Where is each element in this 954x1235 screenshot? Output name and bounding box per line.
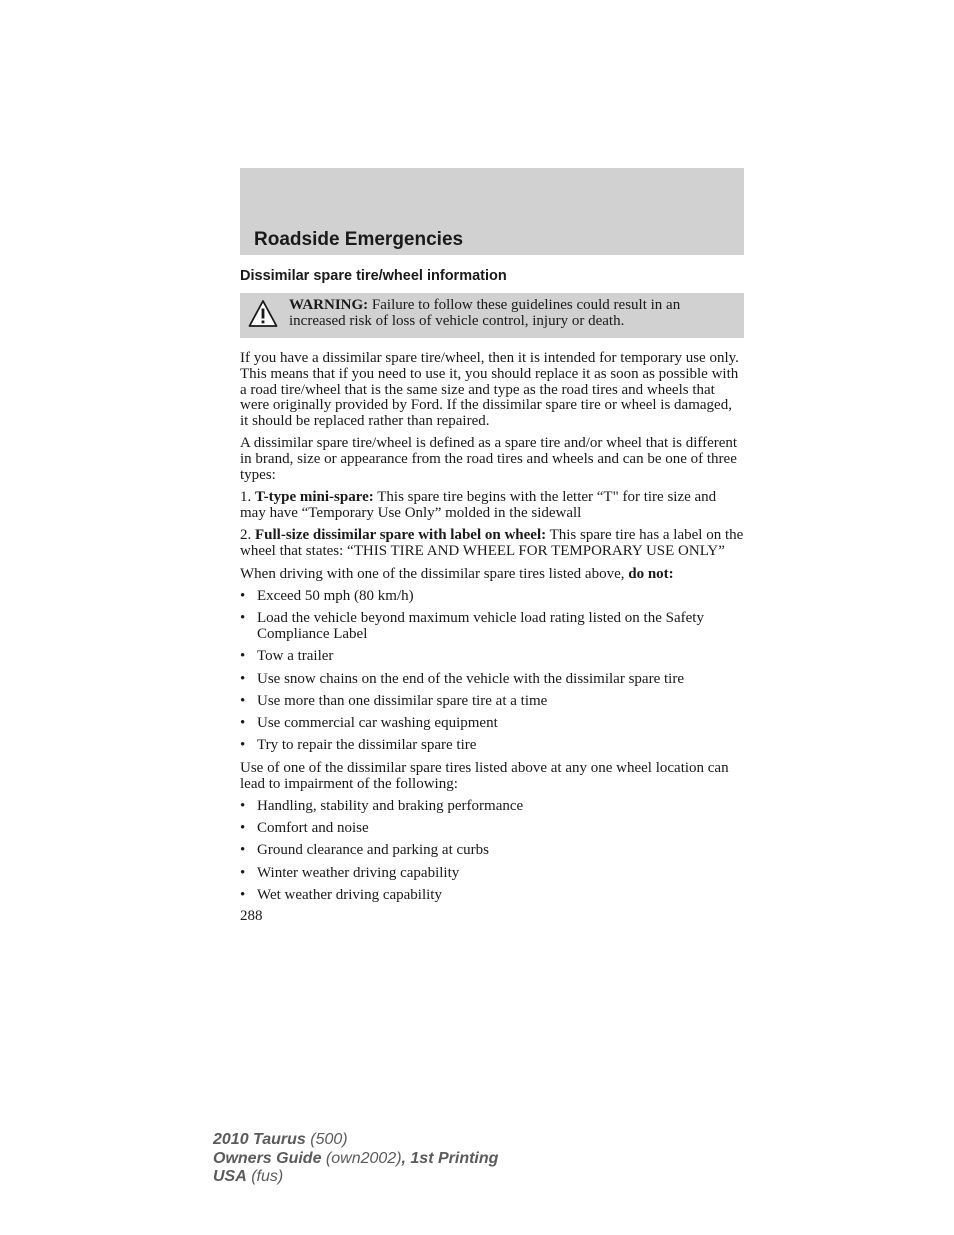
footer-guide-code: (own2002) — [321, 1149, 402, 1167]
do-not-label: do not: — [628, 565, 674, 582]
type-1-text: This spare tire begins with the letter “T" for tire size and may have “Temporary Use Only” molded in the sidewall — [240, 489, 717, 522]
definition-paragraph: A dissimilar spare tire/wheel is defined as a spare tire and/or wheel that is different in brand, size or appearance from the road tires and wheels and can be one of three types: — [240, 435, 738, 484]
list-item — [240, 866, 744, 882]
warning-text — [289, 297, 737, 329]
footer — [213, 1131, 498, 1187]
type-2-label: Full-size dissimilar spare with label on wheel: — [255, 527, 547, 544]
list-item-text: Exceed 50 mph (80 km/h) — [257, 587, 414, 604]
list-item-text: Try to repair the dissimilar spare tire — [257, 737, 477, 754]
footer-market: USA — [213, 1168, 247, 1185]
bullet-icon: • — [240, 715, 246, 732]
list-item — [240, 716, 744, 732]
list-item-text: Load the vehicle beyond maximum vehicle load rating listed on the Safety Compliance Label — [257, 610, 704, 642]
footer-market-code: (fus) — [246, 1168, 284, 1185]
bullet-icon: • — [240, 820, 246, 837]
warning-message: Failure to follow these guidelines could result in an increased risk of loss of vehicle control, injury or death. — [289, 297, 681, 329]
warning-box — [240, 293, 744, 338]
list-item-text: Wet weather driving capability — [257, 887, 442, 904]
bullet-icon: • — [240, 797, 246, 814]
bullet-icon: • — [240, 610, 246, 627]
list-item-text: Use more than one dissimilar spare tire at a time — [257, 692, 548, 709]
bullet-icon: • — [240, 737, 246, 754]
list-item-text: Use commercial car washing equipment — [257, 715, 498, 732]
type-1-number: 1. — [240, 489, 255, 506]
subheading: Dissimilar spare tire/wheel information — [240, 268, 507, 284]
list-item-text: Winter weather driving capability — [257, 864, 460, 881]
list-item — [240, 738, 744, 754]
bullet-icon: • — [240, 648, 246, 665]
list-item — [240, 843, 744, 859]
list-item-text: Comfort and noise — [257, 820, 369, 837]
section-header — [240, 168, 744, 255]
do-not-list — [240, 589, 744, 754]
warning-label: WARNING: — [289, 297, 369, 313]
bullet-icon: • — [240, 670, 246, 687]
type-2-number: 2. — [240, 527, 255, 544]
list-item-text: Ground clearance and parking at curbs — [257, 842, 489, 859]
body-text — [240, 351, 744, 925]
type-2-text: This spare tire has a label on the wheel that states: “THIS TIRE AND WHEEL FOR TEMPORARY USE ONLY” — [240, 527, 744, 560]
type-1-label: T-type mini-spare: — [255, 489, 374, 506]
bullet-icon: • — [240, 864, 246, 881]
list-item — [240, 799, 744, 815]
type-1-paragraph — [240, 490, 744, 522]
footer-printing: , 1st Printing — [401, 1149, 499, 1167]
impairment-list — [240, 799, 744, 904]
do-not-paragraph — [240, 567, 744, 583]
list-item — [240, 694, 744, 710]
impairment-paragraph: Use of one of the dissimilar spare tires listed above at any one wheel location can lead to impairment of the following: — [240, 759, 729, 792]
list-item — [240, 888, 744, 904]
footer-guide: Owners Guide — [213, 1149, 322, 1167]
footer-line-3 — [213, 1168, 498, 1187]
warning-triangle-icon — [248, 299, 278, 329]
footer-line-1 — [213, 1131, 498, 1150]
list-item — [240, 672, 744, 688]
do-not-intro: When driving with one of the dissimilar spare tires listed above, — [240, 565, 629, 582]
list-item-text: Use snow chains on the end of the vehicle with the dissimilar spare tire — [257, 670, 684, 687]
intro-paragraph: If you have a dissimilar spare tire/wheel, then it is intended for temporary use only. This means that if you need to use it, you should replace it as soon as possible with a road tire/wheel that is the same size and type as the road tires and wheels that were originally provided by Ford. If the dissimilar spare tire or wheel is damaged, it should be replaced rather than repaired. — [240, 350, 739, 430]
section-title: Roadside Emergencies — [254, 229, 464, 250]
list-item — [240, 589, 744, 605]
list-item-text: Handling, stability and braking performance — [257, 797, 524, 814]
list-item — [240, 821, 744, 837]
footer-model-code: (500) — [305, 1131, 348, 1148]
bullet-icon: • — [240, 587, 246, 604]
list-item-text: Tow a trailer — [257, 648, 334, 665]
page-number: 288 — [240, 908, 263, 925]
bullet-icon: • — [240, 692, 246, 709]
footer-model: 2010 Taurus — [213, 1131, 306, 1148]
footer-line-2 — [213, 1150, 498, 1169]
bullet-icon: • — [240, 887, 246, 904]
list-item — [240, 611, 744, 643]
bullet-icon: • — [240, 842, 246, 859]
type-2-paragraph — [240, 528, 744, 560]
list-item — [240, 649, 744, 665]
